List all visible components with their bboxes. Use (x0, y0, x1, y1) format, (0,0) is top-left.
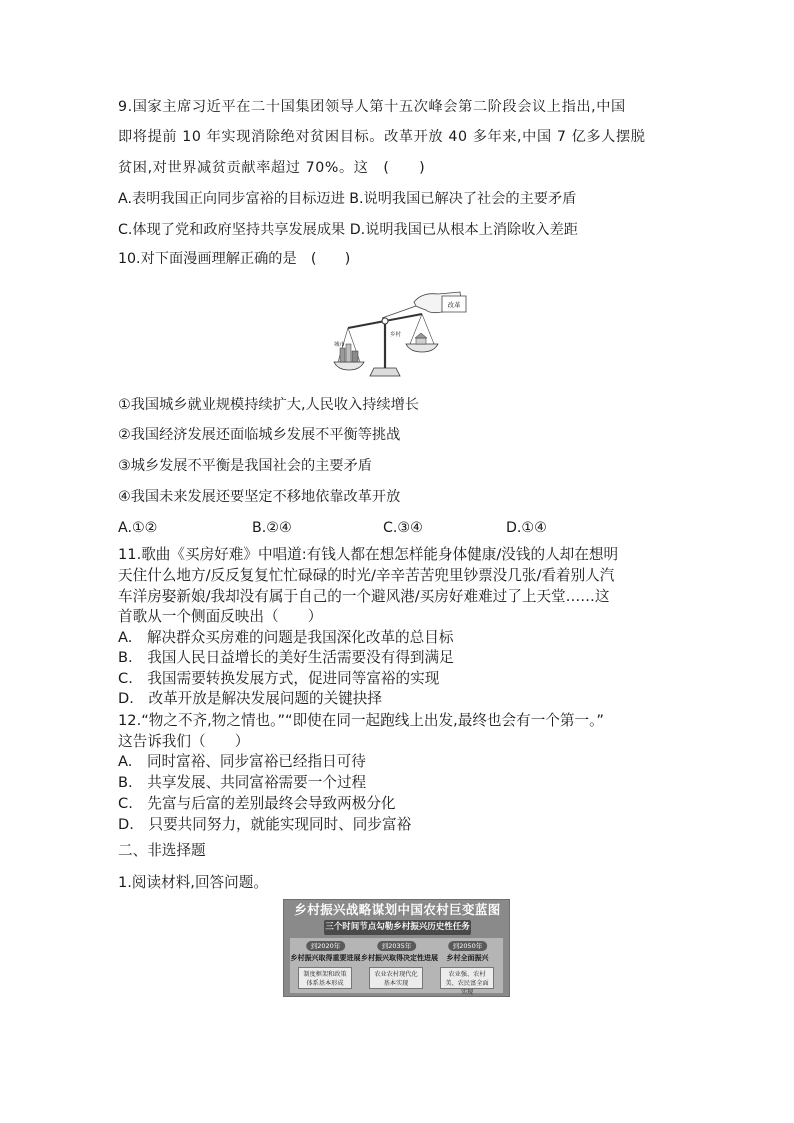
q10-statement-3: ③城乡发展不平衡是我国社会的主要矛盾 (118, 458, 372, 474)
house-roof (415, 333, 427, 338)
q12-line-2: 这告诉我们（ ） (118, 733, 250, 750)
q11-option-b: B. 我国人民日益增长的美好生活需要没有得到满足 (118, 649, 454, 666)
q10-statement-1: ①我国城乡就业规模持续扩大,人民收入持续增长 (118, 397, 419, 413)
timeline-box: 农业强、农村美、农民富全面实现 (440, 967, 494, 989)
building (352, 351, 358, 362)
section-heading: 二、非选择题 (118, 842, 206, 859)
timeline-heading: 乡村振兴取得决定性进展 (361, 954, 438, 962)
infographic-subtitle: 三个时间节点勾勒乡村振兴历史性任务 (324, 920, 471, 935)
timeline-column (361, 938, 438, 993)
q1-stem: 1.阅读材料,回答问题。 (118, 874, 268, 891)
timeline-column (432, 938, 503, 996)
timeline-panel (290, 938, 503, 996)
q11-option-a: A. 解决群众买房难的问题是我国深化改革的总目标 (118, 629, 454, 646)
left-pan (334, 362, 364, 370)
q12-option-d: D. 只要共同努力，就能实现同时、同步富裕 (118, 816, 412, 833)
right-pan (406, 344, 438, 352)
q10-option-a: A.①② (118, 520, 158, 536)
timeline-heading: 乡村全面振兴 (446, 954, 489, 962)
q12-option-c: C. 先富与后富的差别最终会导致两极分化 (118, 795, 396, 812)
q11-line-3: 车洋房娶新娘/我却没有属于自己的一个避风港/买房好难难过了上天堂……这 (118, 588, 610, 605)
q10-options (118, 520, 678, 540)
q11-option-c: C. 我国需要转换发展方式，促进同等富裕的实现 (118, 670, 440, 687)
q11-option-d: D. 改革开放是解决发展问题的关键抉择 (118, 690, 382, 707)
timeline-heading: 乡村振兴取得重要进展 (290, 954, 361, 962)
stand-base (370, 368, 400, 376)
infographic-title: 乡村振兴战略谋划中国农村巨变蓝图 (294, 902, 501, 917)
left-pan-label: 城市 (334, 342, 346, 348)
timeline-year: 到2050年 (448, 941, 488, 951)
q12-line-1: 12.“物之不齐,物之情也。”“即使在同一起跑线上出发,最终也会有一个第一。” (118, 712, 604, 729)
q9-line-3: 贫困,对世界减贫贡献率超过 70%。这 ( ) (118, 160, 426, 176)
house (416, 338, 426, 344)
beam-pivot (382, 318, 388, 324)
timeline-box: 农业农村现代化基本实现 (369, 967, 423, 989)
timeline-box: 制度框架和政策体系基本形成 (298, 967, 352, 989)
timeline-year: 到2020年 (306, 941, 346, 951)
q9-line-2: 即将提前 10 年实现消除绝对贫困目标。改革开放 40 多年来,中国 7 亿多人摆脱 (118, 129, 646, 145)
q10-option-c: C.③④ (383, 520, 423, 536)
q10-statement-2: ②我国经济发展还面临城乡发展不平衡等挑战 (118, 427, 401, 443)
balance-cartoon (330, 288, 470, 380)
building (340, 348, 345, 362)
q9-options-ab: A.表明我国正向同步富裕的目标迈进 B.说明我国已解决了社会的主要矛盾 (118, 191, 577, 207)
q12-option-a: A. 同时富裕、同步富裕已经指日可待 (118, 753, 366, 770)
building (346, 344, 351, 362)
hand-label: 改革 (447, 301, 461, 309)
rural-revitalization-infographic (283, 899, 510, 997)
q10-stem: 10.对下面漫画理解正确的是 ( ) (118, 251, 351, 267)
right-pan-label: 乡村 (390, 332, 402, 338)
timeline-year: 到2035年 (377, 941, 417, 951)
q9-options-cd: C.体现了党和政府坚持共享发展成果 D.说明我国已从根本上消除收入差距 (118, 222, 578, 238)
q10-option-d: D.①④ (506, 520, 547, 536)
q12-option-b: B. 共享发展、共同富裕需要一个过程 (118, 774, 367, 791)
q9-line-1: 9.国家主席习近平在二十国集团领导人第十五次峰会第二阶段会议上指出,中国 (118, 99, 626, 115)
timeline-column (290, 938, 361, 993)
q11-line-4: 首歌从一个侧面反映出（ ） (118, 608, 323, 625)
q11-line-2: 天住什么地方/反反复复忙忙碌碌的时光/辛辛苦苦兜里钞票没几张/看着别人汽 (118, 567, 615, 584)
q10-option-b: B.②④ (252, 520, 292, 536)
q11-line-1: 11.歌曲《买房好难》中唱道:有钱人都在想怎样能身体健康/没钱的人却在想明 (118, 546, 619, 563)
q10-statement-4: ④我国未来发展还要坚定不移地依靠改革开放 (118, 489, 401, 505)
